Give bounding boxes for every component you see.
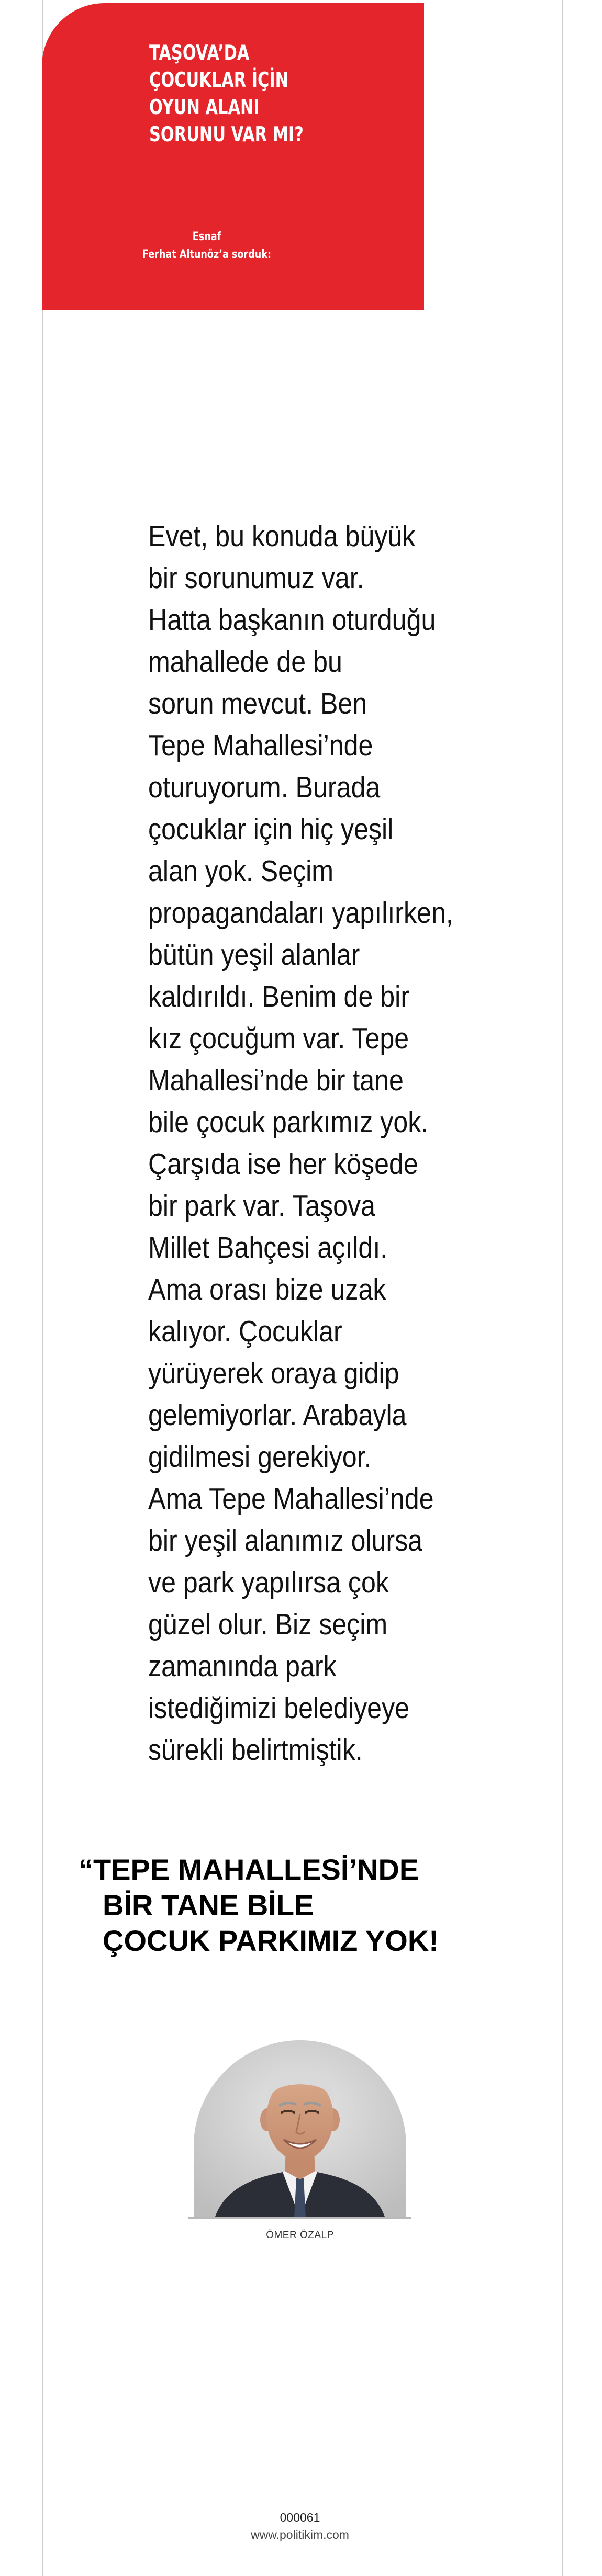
answer-line: propagandaları yapılırken, xyxy=(148,896,453,930)
answer-line: Mahallesi’nde bir tane xyxy=(148,1064,404,1097)
headline-line: TAŞOVA’DA xyxy=(149,41,250,65)
answer-line: Ama orası bize uzak xyxy=(148,1273,386,1306)
answer-line: kaldırıldı. Benim de bir xyxy=(148,980,410,1013)
answer-line: istediğimizi belediyeye xyxy=(148,1691,410,1725)
answer-line: oturuyorum. Burada xyxy=(148,771,381,804)
answer-line: bir sorunumuz var. xyxy=(148,561,364,595)
answer-line: Hatta başkanın oturduğu xyxy=(148,603,436,637)
footer xyxy=(194,2509,406,2544)
answer-line: alan yok. Seçim xyxy=(148,854,334,888)
answer-line: yürüyerek oraya gidip xyxy=(148,1357,399,1390)
headline xyxy=(149,40,321,149)
answer-line: Tepe Mahallesi’nde xyxy=(148,729,373,762)
answer-text xyxy=(148,515,498,1771)
answer-line: Çarşıda ise her köşede xyxy=(148,1147,418,1181)
answer-line: zamanında park xyxy=(148,1649,337,1683)
answer-line: gidilmesi gerekiyor. xyxy=(148,1440,372,1474)
headline-line: ÇOCUKLAR İÇİN xyxy=(149,69,289,92)
pull-quote-line-3: ÇOCUK PARKIMIZ YOK! xyxy=(103,1924,439,1957)
answer-line: çocuklar için hiç yeşil xyxy=(148,812,394,846)
answer-line: ve park yapılırsa çok xyxy=(148,1566,389,1599)
headline-line: SORUNU VAR MI? xyxy=(149,123,304,146)
answer-line: Ama Tepe Mahallesi’nde xyxy=(148,1482,434,1516)
pull-quote-line-1 xyxy=(79,1852,565,1888)
photo-divider xyxy=(188,2217,411,2219)
answer-line: sorun mevcut. Ben xyxy=(148,687,367,720)
answer-line: bir yeşil alanımız olursa xyxy=(148,1524,423,1557)
header-banner xyxy=(42,3,424,310)
answer-line: Millet Bahçesi açıldı. xyxy=(148,1231,388,1264)
answer-line: gelemiyorlar. Arabayla xyxy=(148,1398,407,1432)
answer-line: Evet, bu konuda büyük xyxy=(148,519,416,553)
pull-quote xyxy=(79,1852,565,1959)
pull-quote-line-2: BİR TANE BİLE xyxy=(103,1889,314,1922)
answer-line: güzel olur. Biz seçim xyxy=(148,1608,388,1641)
headline-line: OYUN ALANI xyxy=(149,96,260,119)
opening-quote-mark: “ xyxy=(79,1853,93,1886)
answer-line: kalıyor. Çocuklar xyxy=(148,1315,342,1348)
pull-quote-text: TEPE MAHALLESİ’NDE xyxy=(93,1853,419,1886)
answer-line: mahallede de bu xyxy=(148,645,342,679)
page-code: 000061 xyxy=(280,2511,320,2524)
answer-line: sürekli belirtmiştik. xyxy=(148,1733,363,1767)
interviewee-role: Esnaf xyxy=(192,230,221,243)
answer-line: bir park var. Taşova xyxy=(148,1189,376,1223)
interviewee-credit xyxy=(142,228,272,264)
website-link[interactable]: www.politikim.com xyxy=(251,2528,349,2541)
answer-line: kız çocuğum var. Tepe xyxy=(148,1022,409,1055)
photo-caption: ÖMER ÖZALP xyxy=(266,2230,334,2241)
interviewee-name: Ferhat Altunöz’a sorduk: xyxy=(142,248,272,261)
answer-line: bütün yeşil alanlar xyxy=(148,938,360,971)
answer-line: bile çocuk parkımız yok. xyxy=(148,1105,429,1139)
